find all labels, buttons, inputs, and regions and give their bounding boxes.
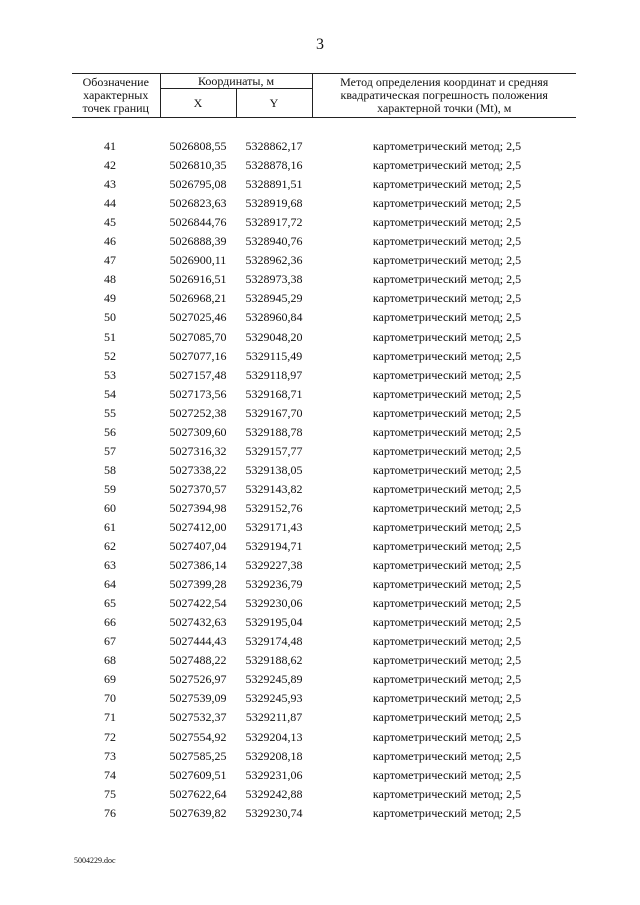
y-cell: 5329195,04 [245, 615, 303, 630]
method-cell: картометрический метод; 2,5 [372, 710, 522, 725]
x-cell: 5026823,63 [169, 196, 227, 211]
x-cell: 5027077,16 [169, 348, 227, 363]
x-cell: 5027309,60 [169, 424, 227, 439]
method-cell: картометрический метод; 2,5 [372, 558, 522, 573]
method-cell: картометрический метод; 2,5 [372, 310, 522, 325]
point-cell: 49 [104, 291, 116, 306]
method-cell: картометрический метод; 2,5 [372, 767, 522, 782]
y-cell: 5329118,97 [245, 367, 303, 382]
x-cell: 5027386,14 [169, 558, 227, 573]
method-cell: картометрический метод; 2,5 [372, 691, 522, 706]
point-cell: 68 [104, 653, 116, 668]
method-cell: картометрический метод; 2,5 [372, 424, 522, 439]
x-cell: 5026810,35 [169, 158, 227, 173]
point-cell: 41 [104, 139, 116, 154]
point-cell: 70 [104, 691, 116, 706]
method-cell: картометрический метод; 2,5 [372, 481, 522, 496]
y-cell: 5328945,29 [245, 291, 303, 306]
point-cell: 42 [104, 158, 116, 173]
x-cell: 5027412,00 [169, 520, 227, 534]
point-cell: 50 [104, 310, 116, 325]
x-cell: 5027532,37 [169, 710, 227, 725]
point-cell: 59 [104, 481, 116, 496]
y-cell: 5328862,17 [245, 139, 303, 154]
table-row [72, 461, 576, 480]
x-cell: 5027085,70 [169, 329, 227, 344]
table-row [72, 366, 576, 385]
method-cell: картометрический метод; 2,5 [372, 786, 522, 801]
y-cell: 5329167,70 [245, 405, 303, 420]
x-cell: 5027399,28 [169, 577, 227, 592]
y-cell: 5328919,68 [245, 196, 303, 211]
point-cell: 65 [104, 596, 116, 611]
table-row [72, 594, 576, 613]
y-cell: 5329230,74 [245, 805, 303, 820]
y-cell: 5328878,16 [245, 158, 303, 173]
table-row [72, 804, 576, 823]
x-cell: 5027639,82 [169, 805, 227, 820]
y-cell: 5329171,43 [245, 520, 303, 534]
table-header [72, 74, 576, 118]
method-cell: картометрический метод; 2,5 [372, 805, 522, 820]
x-cell: 5026808,55 [169, 139, 227, 154]
x-cell: 5027554,92 [169, 729, 227, 744]
y-cell: 5329194,71 [245, 539, 303, 554]
table-row [72, 689, 576, 708]
table-row [72, 175, 576, 194]
point-cell: 76 [104, 805, 116, 820]
y-cell: 5329188,78 [245, 424, 303, 439]
table-row [72, 556, 576, 575]
y-cell: 5329157,77 [245, 443, 303, 458]
x-cell: 5027252,38 [169, 405, 227, 420]
point-cell: 67 [104, 634, 116, 649]
point-cell: 55 [104, 405, 116, 420]
x-cell: 5027394,98 [169, 500, 227, 515]
x-cell: 5027025,46 [169, 310, 227, 325]
table-row [72, 747, 576, 766]
method-cell: картометрический метод; 2,5 [372, 615, 522, 630]
table-row [72, 537, 576, 556]
y-cell: 5329115,49 [245, 348, 303, 363]
table-row [72, 385, 576, 404]
method-cell: картометрический метод; 2,5 [372, 596, 522, 611]
x-cell: 5026968,21 [169, 291, 227, 306]
y-cell: 5329152,76 [245, 500, 303, 515]
method-cell: картометрический метод; 2,5 [372, 748, 522, 763]
table-row [72, 785, 576, 804]
y-cell: 5328962,36 [245, 253, 303, 268]
method-cell: картометрический метод; 2,5 [372, 215, 522, 230]
x-cell: 5027585,25 [169, 748, 227, 763]
header-y: Y [236, 89, 312, 118]
x-cell: 5027609,51 [169, 767, 227, 782]
table-row [72, 213, 576, 232]
x-cell: 5027444,43 [169, 634, 227, 649]
x-cell: 5026900,11 [169, 253, 227, 268]
point-cell: 63 [104, 558, 116, 573]
x-cell: 5027622,64 [169, 786, 227, 801]
table-row [72, 251, 576, 270]
y-cell: 5329143,82 [245, 481, 303, 496]
table-row [72, 270, 576, 289]
method-cell: картометрический метод; 2,5 [372, 272, 522, 287]
y-cell: 5329138,05 [245, 462, 303, 477]
table-row [72, 289, 576, 308]
y-cell: 5329174,48 [245, 634, 303, 649]
point-cell: 72 [104, 729, 116, 744]
point-cell: 46 [104, 234, 116, 249]
method-cell: картометрический метод; 2,5 [372, 577, 522, 592]
header-point-designation: Обозначение характерных точек границ [72, 74, 160, 118]
method-cell: картометрический метод; 2,5 [372, 520, 522, 534]
method-cell: картометрический метод; 2,5 [372, 139, 522, 154]
x-cell: 5026888,39 [169, 234, 227, 249]
point-cell: 66 [104, 615, 116, 630]
x-cell: 5027338,22 [169, 462, 227, 477]
point-cell: 45 [104, 215, 116, 230]
footer-filename: 5004229.doc [74, 856, 116, 865]
x-cell: 5027422,54 [169, 596, 227, 611]
table-row [72, 156, 576, 175]
y-cell: 5328960,84 [245, 310, 303, 325]
table-row [72, 232, 576, 251]
y-cell: 5329208,18 [245, 748, 303, 763]
y-cell: 5329188,62 [245, 653, 303, 668]
point-cell: 48 [104, 272, 116, 287]
point-cell: 58 [104, 462, 116, 477]
point-cell: 61 [104, 520, 116, 534]
point-cell: 62 [104, 539, 116, 554]
method-cell: картометрический метод; 2,5 [372, 367, 522, 382]
table-row [72, 766, 576, 785]
point-cell: 64 [104, 577, 116, 592]
header-coordinates: Координаты, м [160, 74, 312, 89]
x-cell: 5027370,57 [169, 481, 227, 496]
point-cell: 69 [104, 672, 116, 687]
method-cell: картометрический метод; 2,5 [372, 462, 522, 477]
method-cell: картометрический метод; 2,5 [372, 291, 522, 306]
y-cell: 5328940,76 [245, 234, 303, 249]
point-cell: 71 [104, 710, 116, 725]
table-row [72, 480, 576, 499]
point-cell: 52 [104, 348, 116, 363]
page-number: 3 [316, 36, 324, 53]
y-cell: 5329242,88 [245, 786, 303, 801]
y-cell: 5329230,06 [245, 596, 303, 611]
table-row [72, 347, 576, 366]
table-row [72, 194, 576, 213]
table-row [72, 613, 576, 632]
method-cell: картометрический метод; 2,5 [372, 386, 522, 401]
y-cell: 5328891,51 [245, 177, 303, 192]
header-x: X [160, 89, 236, 118]
method-cell: картометрический метод; 2,5 [372, 672, 522, 687]
x-cell: 5027157,48 [169, 367, 227, 382]
x-cell: 5026795,08 [169, 177, 227, 192]
table-row [72, 423, 576, 442]
method-cell: картометрический метод; 2,5 [372, 729, 522, 744]
coordinates-table [72, 73, 576, 823]
point-cell: 43 [104, 177, 116, 192]
method-cell: картометрический метод; 2,5 [372, 253, 522, 268]
method-cell: картометрический метод; 2,5 [372, 348, 522, 363]
table-row [72, 442, 576, 461]
point-cell: 75 [104, 786, 116, 801]
x-cell: 5027539,09 [169, 691, 227, 706]
table-row [72, 404, 576, 423]
method-cell: картометрический метод; 2,5 [372, 329, 522, 344]
table-row [72, 499, 576, 518]
x-cell: 5027488,22 [169, 653, 227, 668]
method-cell: картометрический метод; 2,5 [372, 234, 522, 249]
method-cell: картометрический метод; 2,5 [372, 196, 522, 211]
y-cell: 5329168,71 [245, 386, 303, 401]
method-cell: картометрический метод; 2,5 [372, 634, 522, 649]
table-row [72, 728, 576, 747]
point-cell: 74 [104, 767, 116, 782]
y-cell: 5329211,87 [245, 710, 303, 725]
y-cell: 5329227,38 [245, 558, 303, 573]
y-cell: 5329245,89 [245, 672, 303, 687]
x-cell: 5027407,04 [169, 539, 227, 554]
method-cell: картометрический метод; 2,5 [372, 500, 522, 515]
method-cell: картометрический метод; 2,5 [372, 177, 522, 192]
table-row [72, 670, 576, 689]
method-cell: картометрический метод; 2,5 [372, 443, 522, 458]
table-body [72, 118, 576, 823]
table-row [72, 651, 576, 670]
point-cell: 44 [104, 196, 116, 211]
y-cell: 5328973,38 [245, 272, 303, 287]
point-cell: 51 [104, 329, 116, 344]
x-cell: 5027432,63 [169, 615, 227, 630]
x-cell: 5027526,97 [169, 672, 227, 687]
table-row [72, 575, 576, 594]
y-cell: 5329245,93 [245, 691, 303, 706]
y-cell: 5329048,20 [245, 329, 303, 344]
table-row [72, 328, 576, 347]
point-cell: 53 [104, 367, 116, 382]
x-cell: 5027173,56 [169, 386, 227, 401]
table-row [72, 137, 576, 156]
method-cell: картометрический метод; 2,5 [372, 653, 522, 668]
method-cell: картометрический метод; 2,5 [372, 405, 522, 420]
header-method: Метод определения координат и средняя квадратическая погрешность положения характерной точки (Mt), м [312, 74, 576, 118]
spacer-row [72, 118, 576, 138]
point-cell: 73 [104, 748, 116, 763]
point-cell: 60 [104, 500, 116, 515]
method-cell: картометрический метод; 2,5 [372, 158, 522, 173]
point-cell: 54 [104, 386, 116, 401]
y-cell: 5329236,79 [245, 577, 303, 592]
table-row [72, 308, 576, 327]
table-row [72, 632, 576, 651]
y-cell: 5329204,13 [245, 729, 303, 744]
y-cell: 5328917,72 [245, 215, 303, 230]
point-cell: 47 [104, 253, 116, 268]
table-row [72, 708, 576, 727]
x-cell: 5027316,32 [169, 443, 227, 458]
x-cell: 5026844,76 [169, 215, 227, 230]
table-row [72, 518, 576, 537]
method-cell: картометрический метод; 2,5 [372, 539, 522, 554]
point-cell: 56 [104, 424, 116, 439]
y-cell: 5329231,06 [245, 767, 303, 782]
point-cell: 57 [104, 443, 116, 458]
x-cell: 5026916,51 [169, 272, 227, 287]
